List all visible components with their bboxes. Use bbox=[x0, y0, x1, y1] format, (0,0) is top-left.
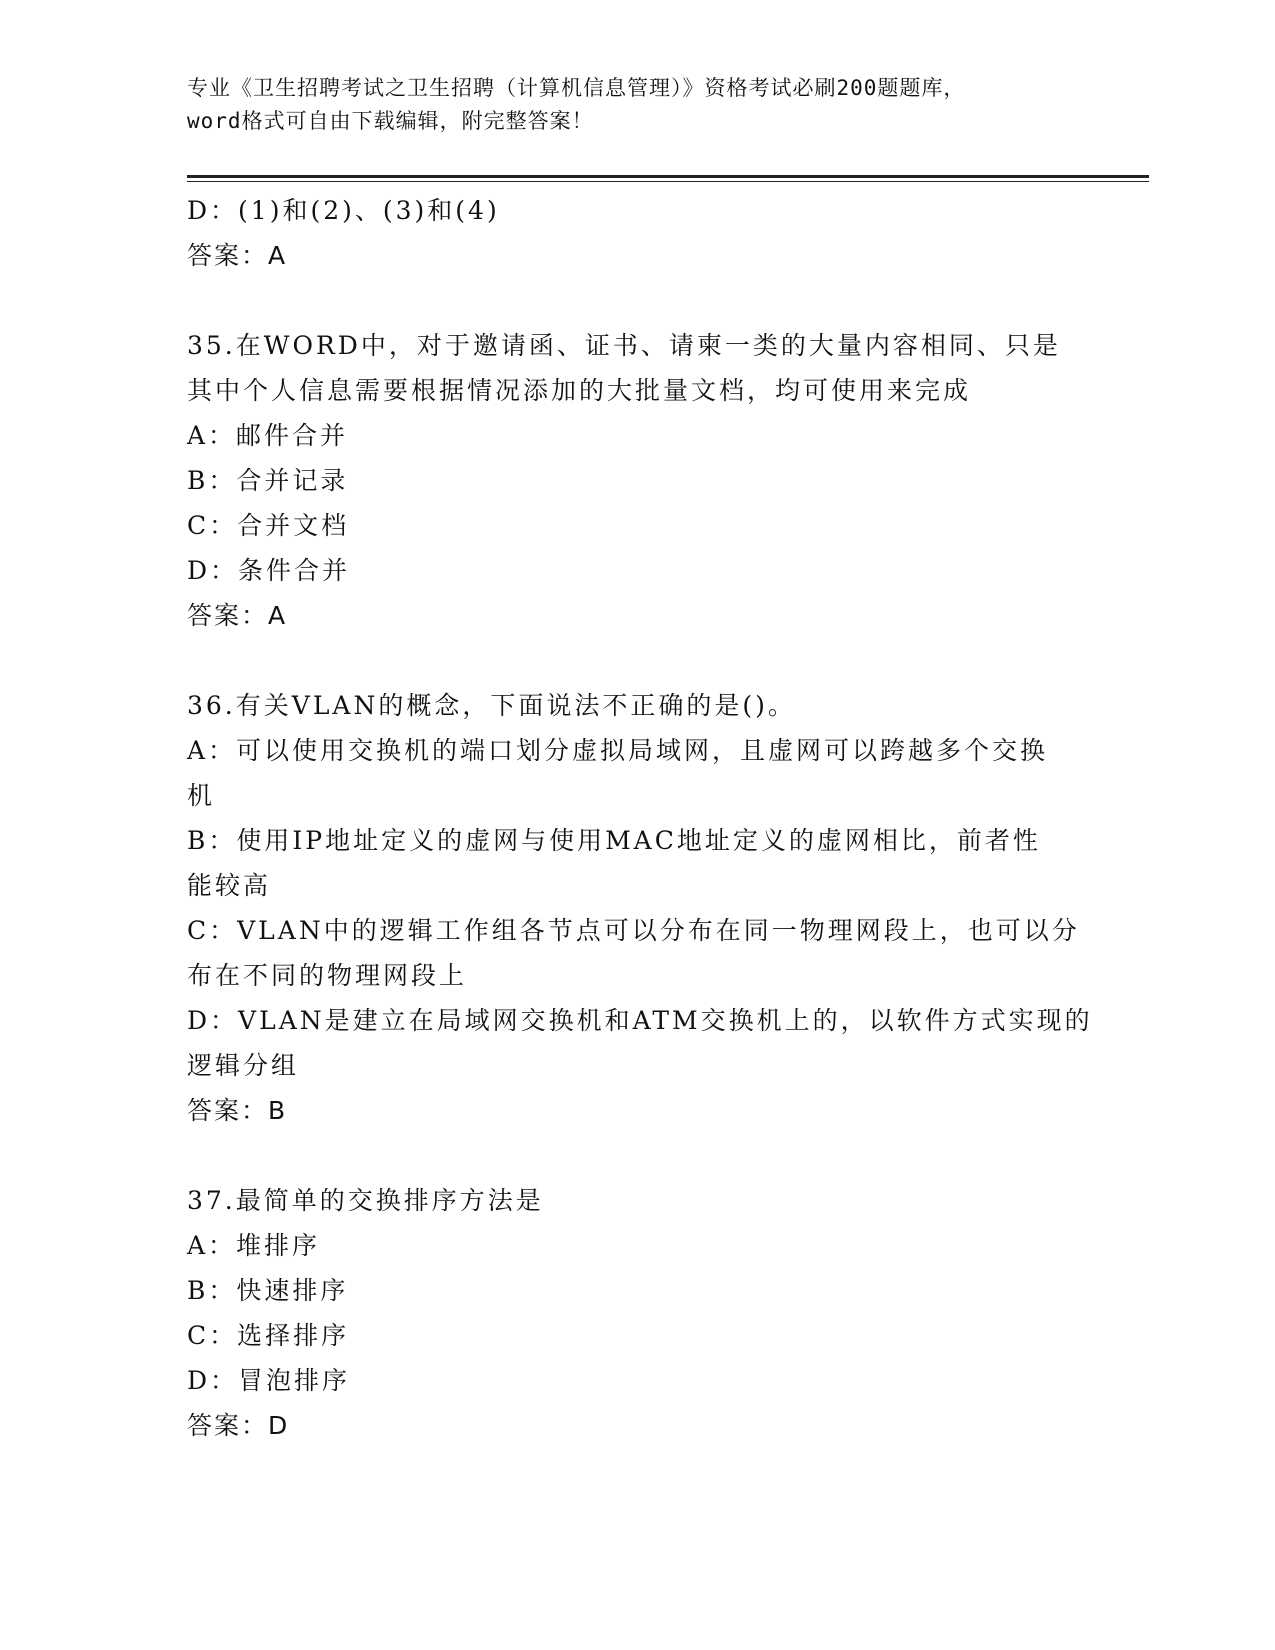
option-b: B：快速排序 bbox=[187, 1276, 349, 1305]
document-header bbox=[187, 72, 1087, 138]
header-divider-thick bbox=[187, 175, 1149, 178]
option-a-continuation: 机 bbox=[187, 781, 216, 810]
question-35 bbox=[187, 323, 1087, 638]
option-d: D：VLAN是建立在局域网交换机和ATM交换机上的，以软件方式实现的 bbox=[187, 1006, 1093, 1035]
answer-line: 答案：A bbox=[187, 601, 288, 630]
header-divider-thin bbox=[187, 181, 1149, 182]
option-d: D：冒泡排序 bbox=[187, 1366, 351, 1395]
option-c: C：VLAN中的逻辑工作组各节点可以分布在同一物理网段上，也可以分 bbox=[187, 916, 1080, 945]
option-b: B：合并记录 bbox=[187, 466, 349, 495]
option-d-continuation: 逻辑分组 bbox=[187, 1051, 300, 1080]
question-spacer bbox=[187, 278, 1087, 323]
option-a: A：堆排序 bbox=[187, 1231, 321, 1260]
option-d: D：条件合并 bbox=[187, 556, 351, 585]
question-spacer bbox=[187, 638, 1087, 683]
option-a: A：可以使用交换机的端口划分虚拟局域网，且虚网可以跨越多个交换 bbox=[187, 736, 1049, 765]
answer-line: 答案：A bbox=[187, 241, 288, 270]
question-list bbox=[187, 188, 1093, 1448]
header-title-line-2: word格式可自由下载编辑，附完整答案！ bbox=[187, 109, 594, 133]
question-fragment bbox=[187, 188, 1087, 278]
option-b: B：使用IP地址定义的虚网与使用MAC地址定义的虚网相比，前者性 bbox=[187, 826, 1041, 855]
question-spacer bbox=[187, 1133, 1087, 1178]
answer-line: 答案：B bbox=[187, 1096, 288, 1125]
question-stem-line: 35.在WORD中，对于邀请函、证书、请柬一类的大量内容相同、只是 bbox=[187, 331, 1061, 360]
question-stem-line: 36.有关VLAN的概念，下面说法不正确的是()。 bbox=[187, 691, 796, 720]
answer-line: 答案：D bbox=[187, 1411, 290, 1440]
option-d: D：(1)和(2)、(3)和(4) bbox=[187, 196, 500, 225]
question-36 bbox=[187, 683, 1093, 1133]
option-c: C：合并文档 bbox=[187, 511, 350, 540]
option-b-continuation: 能较高 bbox=[187, 871, 272, 900]
header-title-line-1: 专业《卫生招聘考试之卫生招聘（计算机信息管理）》资格考试必刷200题题库， bbox=[187, 76, 966, 100]
question-stem-line: 37.最简单的交换排序方法是 bbox=[187, 1186, 544, 1215]
question-37 bbox=[187, 1178, 1087, 1448]
option-c-continuation: 布在不同的物理网段上 bbox=[187, 961, 468, 990]
option-c: C：选择排序 bbox=[187, 1321, 350, 1350]
question-stem-line: 其中个人信息需要根据情况添加的大批量文档，均可使用来完成 bbox=[187, 376, 972, 405]
option-a: A：邮件合并 bbox=[187, 421, 349, 450]
